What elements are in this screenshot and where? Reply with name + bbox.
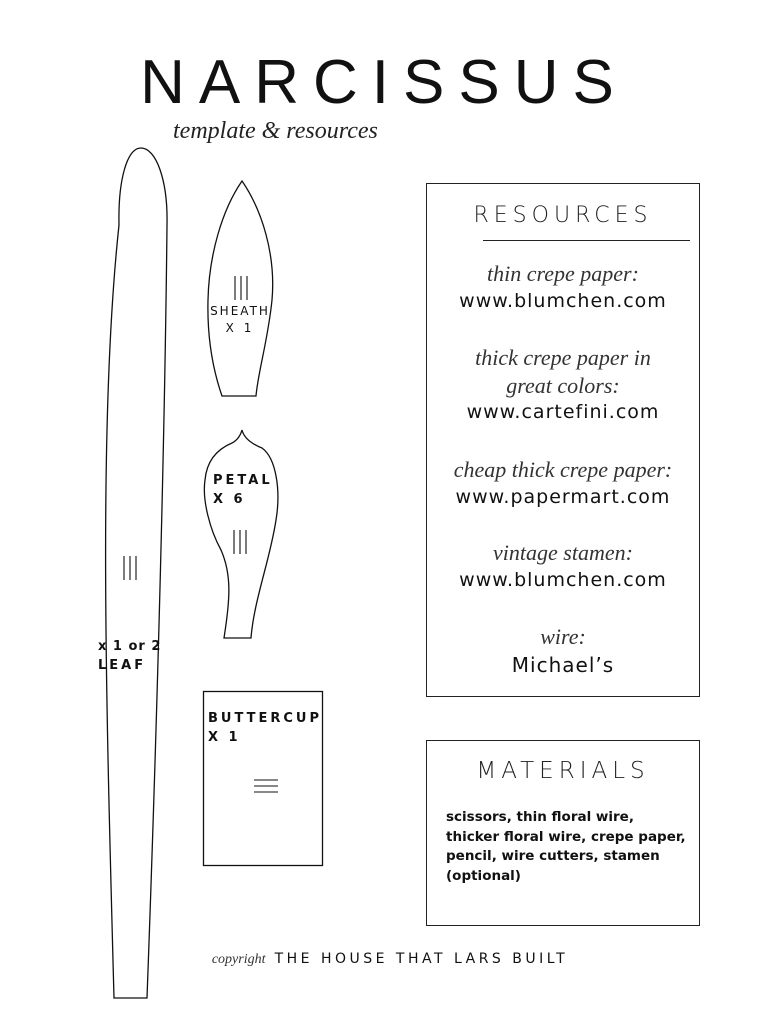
sheath-name: SHEATH [210,304,270,318]
resource-url: Michael’s [511,652,615,677]
resource-url[interactable]: www.papermart.com [455,485,671,508]
buttercup-grain-lines [254,780,278,792]
resource-item [427,539,699,591]
petal-count: X 6 [213,491,246,507]
leaf-label [98,638,161,676]
buttercup-name: BUTTERCUP [208,711,323,726]
resource-url[interactable]: www.blumchen.com [459,568,667,591]
resource-label: vintage stamen: [493,540,633,565]
sheath-shape [208,181,273,396]
footer-brand: THE HOUSE THAT LARS BUILT [274,951,569,967]
sheath-count: X 1 [225,321,255,336]
materials-box [426,740,700,926]
footer-copyright: copyright [211,952,266,967]
buttercup-label [208,710,322,748]
resources-box [426,183,700,697]
resource-item [427,344,699,423]
footer [0,948,768,968]
resource-item [427,260,699,312]
leaf-name: LEAF [98,657,147,673]
page-subtitle: template & resources [173,118,378,144]
resource-item [427,623,699,677]
resource-label: thick crepe paper in great colors: [475,345,651,398]
materials-list: scissors, thin floral wire, thicker floral wire, crepe paper, pencil, wire cutters, stamen (optional) [446,809,686,884]
leaf-grain-lines [124,556,136,580]
resource-url[interactable]: www.blumchen.com [459,289,667,312]
resource-item [427,456,699,508]
sheath-label [208,303,272,338]
sheath-grain-lines [235,276,247,300]
petal-grain-lines [234,530,246,554]
buttercup-count: X 1 [208,729,241,745]
page-title: NARCISSUS [140,48,628,117]
petal-label [213,472,273,510]
petal-shape [204,430,278,638]
leaf-count: x 1 or 2 [98,639,162,654]
resource-label: thin crepe paper: [487,261,639,286]
materials-heading: MATERIALS [476,758,650,784]
resource-label: cheap thick crepe paper: [453,457,673,482]
resource-label: wire: [540,624,586,649]
resources-divider [483,240,690,241]
resource-url[interactable]: www.cartefini.com [466,401,660,423]
petal-name: PETAL [213,473,273,488]
resources-heading: RESOURCES [473,203,653,228]
